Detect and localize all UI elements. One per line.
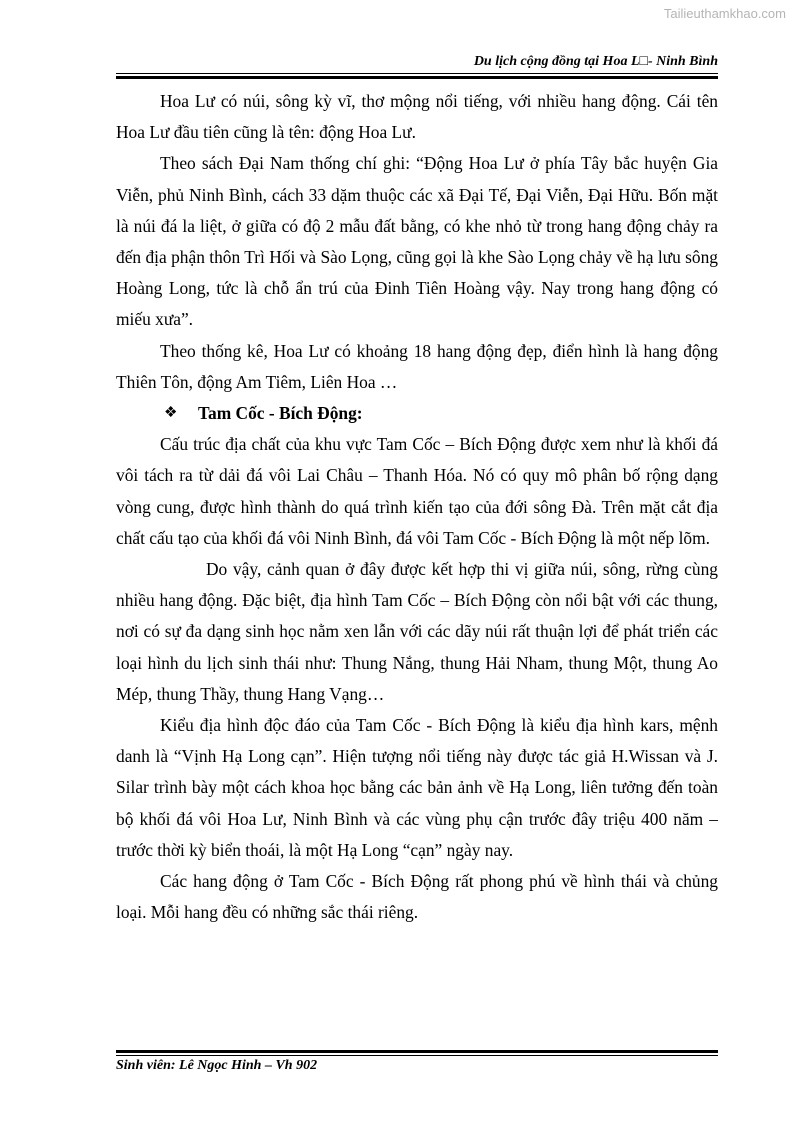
paragraph: Do vậy, cảnh quan ở đây được kết hợp thi vị giữa núi, sông, rừng cùng nhiều hang động. Đặc biệt, địa hình Tam Cốc – Bích Động còn nổi bật với các thung, nơi có sự đa dạng sinh học nằm xen lẫn với các dãy núi rất thuận lợi để phát triển các loại hình du lịch sinh thái như: Thung Nắng, thung Hải Nham, thung Một, thung Ao Mép, thung Thầy, thung Hang Vạng… bbox=[116, 559, 718, 704]
header-rule-thin bbox=[116, 73, 718, 74]
section-heading-text: Tam Cốc - Bích Động: bbox=[198, 403, 363, 424]
paragraph: Kiểu địa hình độc đáo của Tam Cốc - Bích Động là kiểu địa hình kars, mệnh danh là “Vịnh Hạ Long cạn”. Hiện tượng nổi tiếng này được tác giả H.Wissan và J. Silar trình bày một cách khoa học bằng các bản ảnh về Hạ Long, liên tưởng đến toàn bộ khối đá vôi Hoa Lư, Ninh Bình và các vùng phụ cận trước đây triệu 400 năm – trước thời kỳ biển thoái, là một Hạ Long “cạn” ngày nay. bbox=[116, 715, 718, 860]
footer-rule-thin bbox=[116, 1055, 718, 1056]
page-body bbox=[116, 86, 718, 928]
paragraph: Hoa Lư có núi, sông kỳ vĩ, thơ mộng nổi tiếng, với nhiều hang động. Cái tên Hoa Lư đầu tiên cũng là tên: động Hoa Lư. bbox=[116, 91, 718, 143]
footer-author: Sinh viên: Lê Ngọc Hinh – Vh 902 bbox=[116, 1058, 318, 1073]
header-rule-thick bbox=[116, 76, 718, 79]
diamond-bullet-icon: ❖ bbox=[164, 405, 178, 422]
watermark: Tailieuthamkhao.com bbox=[663, 6, 786, 21]
paragraph: Theo sách Đại Nam thống chí ghi: “Động Hoa Lư ở phía Tây bắc huyện Gia Viễn, phủ Ninh Bình, cách 33 dặm thuộc các xã Đại Tế, Đại Viễn, Đại Hữu. Bốn mặt là núi đá la liệt, ở giữa có độ 2 mẫu đất bằng, có khe nhỏ từ trong hang động chảy ra đến địa phận thôn Trì Hối và Sào Lọng, cũng gọi là khe Sào Lọng chảy về hạ lưu sông Hoàng Long, tức là chỗ ẩn trú của Đinh Tiên Hoàng vậy. Nay trong hang động có miếu xưa”. bbox=[116, 153, 718, 330]
paragraph: Cấu trúc địa chất của khu vực Tam Cốc – Bích Động được xem như là khối đá vôi tách ra từ dải đá vôi Lai Châu – Thanh Hóa. Nó có quy mô phân bố rộng dạng vòng cung, được hình thành do quá trình kiến tạo của đới sông Đà. Trên mặt cắt địa chất cấu tạo của khối đá vôi Ninh Bình, đá vôi Tam Cốc - Bích Động là một nếp lõm. bbox=[116, 434, 718, 548]
section-heading bbox=[116, 398, 718, 429]
running-header: Du lịch cộng đồng tại Hoa L□- Ninh Bình bbox=[473, 54, 718, 69]
footer-rule-thick bbox=[116, 1050, 718, 1053]
paragraph: Các hang động ở Tam Cốc - Bích Động rất phong phú về hình thái và chủng loại. Mỗi hang đều có những sắc thái riêng. bbox=[116, 871, 718, 923]
paragraph: Theo thống kê, Hoa Lư có khoảng 18 hang động đẹp, điển hình là hang động Thiên Tôn, động Am Tiêm, Liên Hoa … bbox=[116, 340, 718, 392]
